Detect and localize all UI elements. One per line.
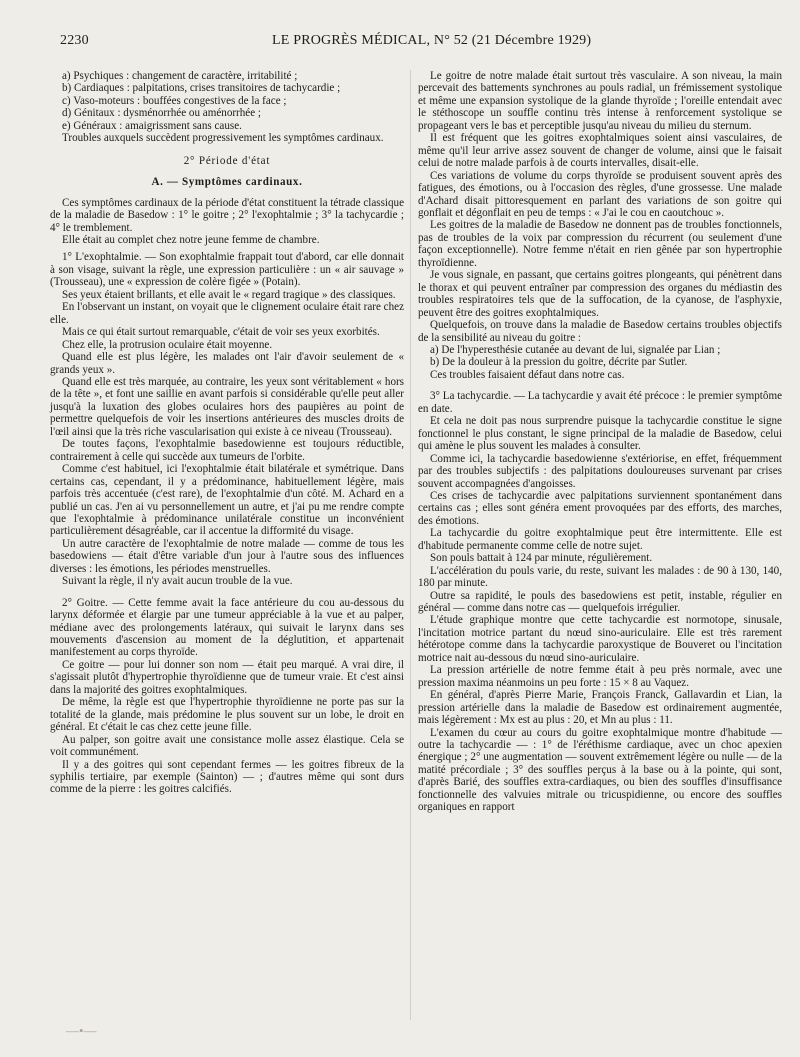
column-divider xyxy=(410,70,411,1020)
paragraph: Un autre caractère de l'exophtalmie de notre malade — comme de tous les basedowiens — était d'être variable d'un jour à l'autre sous des influences diverses : les émotions, les périodes menstruelles. xyxy=(50,537,404,575)
paragraph: Les goitres de la maladie de Basedow ne donnent pas de troubles fonctionnels, pas de troubles de la voix par compression du récurrent (ou seulement d'une façon exceptionnelle). Notre femme n'était en rien gênée par son hypertrophie thyroïdienne. xyxy=(418,219,782,269)
paragraph: Troubles auxquels succèdent progressivement les symptômes cardinaux. xyxy=(62,132,384,145)
paragraph: Mais ce qui était surtout remarquable, c'était de voir ses yeux exorbités. xyxy=(62,326,380,339)
paragraph: 1° L'exophtalmie. — Son exophtalmie frappait tout d'abord, car elle donnait à son visage, suivant la règle, une expression particulière : un « air sauvage » (Trousseau), une « expression de colère figée » (Potain). xyxy=(50,251,404,289)
paragraph: L'examen du cœur au cours du goitre exophtalmique montre d'habitude — outre la tachycardie — : 1° de l'éréthisme cardiaque, avec un choc apexien énergique ; 2° une augmentation — souvent extrêmement légère ou nulle — de la matité précordiale ; 3° des souffles perçus à la base ou à la pointe, qui sont, d'après Barié, des souffles extra-cardiaques, ou bien des souffles d'insuffisance fonctionnelle des valvuies mitrale ou tricuspidienne, ou encore des souffles organiques en rapport xyxy=(418,726,782,814)
paragraph: Elle était au complet chez notre jeune femme de chambre. xyxy=(62,233,320,246)
paragraph: A. — Symptômes cardinaux. xyxy=(151,176,303,189)
bottom-ornament: —•— xyxy=(66,1023,97,1038)
journal-title: LE PROGRÈS MÉDICAL, N° 52 (21 Décembre 1929) xyxy=(272,33,592,48)
paragraph: e) Généraux : amaigrissment sans cause. xyxy=(62,119,242,132)
page-number: 2230 xyxy=(60,33,89,48)
paragraph: Ces crises de tachycardie avec palpitations surviennent spontanément dans certains cas ; elles sont généra ement provoquées par des efforts, des marches, des émotions. xyxy=(418,489,782,527)
paragraph: d) Génitaux : dysménorrhée ou aménorrhée ; xyxy=(62,107,261,120)
paragraph: Je vous signale, en passant, que certains goitres plongeants, qui pénètrent dans le thorax et qui peuvent entraîner par compression des organes du médiastin des troubles respiratoires tels que de la suffocation, de la cyanose, de l'asphyxie, peuvent être des goitres exophtalmiques. xyxy=(418,269,782,319)
paragraph: Son pouls battait à 124 par minute, régulièrement. xyxy=(430,552,653,565)
paragraph: Le goitre de notre malade était surtout très vasculaire. A son niveau, la main percevait des battements synchrones au pouls radial, un frémissement systolique et même une expansion systolique de la glande thyroïde ; l'oreille entendait avec le stéthoscope un souffle continu très intense à renforcement systolique se propageant vers le bas et perceptible jusqu'au niveau du milieu du sternum. xyxy=(418,70,782,132)
paragraph: Ce goitre — pour lui donner son nom — était peu marqué. A vrai dire, il s'agissait plutôt d'hypertrophie thyroïdienne que de tumeur vraie. Et c'est ainsi dans la majorité des goitres exophtalmiques. xyxy=(50,658,404,696)
paragraph: En l'observant un instant, on voyait que le clignement oculaire était rare chez elle. xyxy=(50,301,404,326)
paragraph: De même, la règle est que l'hypertrophie thyroïdienne ne porte pas sur la totalité de la glande, mais prédomine le plus souvent sur un lobe, le droit en général. Et c'était le cas chez cette jeune fille. xyxy=(50,696,404,734)
paragraph: 2° Période d'état xyxy=(183,154,271,167)
paragraph: a) De l'hyperesthésie cutanée au devant de lui, signalée par Lian ; xyxy=(430,343,721,356)
paragraph: L'étude graphique montre que cette tachycardie est normotope, sinusale, l'incitation motrice partant du nœud sino-auriculaire. Elle est très rarement hétérotope comme dans la tachycardie paroxystique de Bouveret ou l'incitation motrice nait au-dessous du nœud sino-auriculaire. xyxy=(418,614,782,664)
paragraph: c) Vaso-moteurs : bouffées congestives de la face ; xyxy=(62,94,287,107)
paragraph: b) De la douleur à la pression du goitre, décrite par Sutler. xyxy=(430,356,688,369)
paragraph: Quand elle est plus légère, les malades ont l'air d'avoir seulement de « grands yeux ». xyxy=(50,351,404,376)
paragraph: Ces variations de volume du corps thyroïde se produisent souvent après des fatigues, des émotions, ou à l'occasion des règles, d'une grossesse. Une malade d'Achard disait pittoresquement en parlant des variations de son goitre qui gonflait et dégonflait en peu de temps : « J'ai le cou en caoutchouc ». xyxy=(418,169,782,219)
paragraph: De toutes façons, l'exophtalmie basedowienne est toujours réductible, contrairement à celle qui succède aux tumeurs de l'orbite. xyxy=(50,438,404,463)
paragraph: Il est fréquent que les goitres exophtalmiques soient ainsi vasculaires, de même qu'il leur arrive assez souvent de changer de volume, ainsi que le faisait celui de notre malade parfois à de courts intervalles, disait-elle. xyxy=(418,132,782,170)
paragraph: Ses yeux étaient brillants, et elle avait le « regard tragique » des classiques. xyxy=(62,288,396,301)
paragraph: Il y a des goitres qui sont cependant fermes — les goitres fibreux de la syphilis tertiaire, par exemple (Sainton) — ; d'autres même qui sont durs comme de la pierre : les goitres calcifiés. xyxy=(50,758,404,796)
paragraph: Suivant la règle, il n'y avait aucun trouble de la vue. xyxy=(62,575,293,588)
paragraph: Et cela ne doit pas nous surprendre puisque la tachycardie constitue le signe fonctionnel le plus constant, le signe principal de la maladie de Basedow, celui qui amène le plus souvent les malades à consulter. xyxy=(418,415,782,453)
paragraph: b) Cardiaques : palpitations, crises transitoires de tachycardie ; xyxy=(62,82,341,95)
right-text-column xyxy=(418,70,782,814)
paragraph: En général, d'après Pierre Marie, François Franck, Gallavardin et Lian, la pression artérielle dans la maladie de Basedow est ordinairement augmentée, mais légèrement : Mx est au plus : 20, et Mn au plus : 11. xyxy=(418,689,782,727)
paragraph: Ces troubles faisaient défaut dans notre cas. xyxy=(430,368,625,381)
paragraph: Outre sa rapidité, le pouls des basedowiens est petit, instable, régulier en général — comme dans notre cas — quelquefois irrégulier. xyxy=(418,589,782,615)
paragraph: Chez elle, la protrusion oculaire était moyenne. xyxy=(62,338,273,351)
page-header xyxy=(60,33,720,53)
paragraph: Comme c'est habituel, ici l'exophtalmie était bilatérale et symétrique. Dans certains cas, cependant, il y a prédominance, habituellement légère, mais parfois très accentuée (c'est rare), de l'exophtalmie d'un côté. M. Achard en a publié un cas. J'en ai vu personnellement un autre, et j'ai pu me rendre compte que l'exophtalmie à prédominance unilatérale constitue un inconvénient particulièrement désagréable, car il accentue la difformité du visage. xyxy=(50,463,404,538)
paragraph: Ces symptômes cardinaux de la période d'état constituent la tétrade classique de la maladie de Basedow : 1° le goitre ; 2° l'exophtalmie ; 3° la tachycardie ; 4° le tremblement. xyxy=(50,196,404,234)
paragraph: Quelquefois, on trouve dans la maladie de Basedow certains troubles objectifs de la sensibilité au niveau du goitre : xyxy=(418,319,782,344)
paragraph: Quand elle est très marquée, au contraire, les yeux sont véritablement « hors de la tête », et font une saillie en avant parfois si considérable qu'elle peut aller jusqu'à la luxation des globes oculaires hors des paupières au point de permettre quelquefois de voir les insertions antérieures des muscles droits de l'œil ainsi que la très riche vascularisation qui existe à ce niveau (Trousseau). xyxy=(50,375,404,438)
paragraph: La tachycardie du goitre exophtalmique peut être intermittente. Elle est d'habitude permanente comme celle de notre sujet. xyxy=(418,527,782,552)
paragraph: L'accélération du pouls varie, du reste, suivant les malades : de 90 à 130, 140, 180 par minute. xyxy=(418,564,782,590)
paragraph: Comme ici, la tachycardie basedowienne s'extériorise, en effet, fréquemment par des troubles subjectifs : des palpitations douloureuses survenant par crises souvent accompagnées d'angoisses. xyxy=(418,452,782,490)
paragraph: a) Psychiques : changement de caractère, irritabilité ; xyxy=(62,70,298,82)
paragraph: La pression artérielle de notre femme était à peu près normale, avec une pression maxima néanmoins un peu forte : 15 × 8 au Vaquez. xyxy=(418,664,782,689)
paragraph: 3° La tachycardie. — La tachycardie y avait été précoce : le premier symptôme en date. xyxy=(418,390,782,415)
paragraph: 2° Goitre. — Cette femme avait la face antérieure du cou au-dessous du larynx déformée et élargie par une tumeur appréciable à la vue et au palper, médiane avec des prolongements latéraux, qui suivait le larynx dans ses mouvements d'ascension au moment de la déglutition, et appartenait manifestement au corps thyroïde. xyxy=(50,596,404,659)
left-text-column xyxy=(50,70,404,796)
paragraph: Au palper, son goitre avait une consistance molle assez élastique. Cela se voit communément. xyxy=(50,733,404,759)
